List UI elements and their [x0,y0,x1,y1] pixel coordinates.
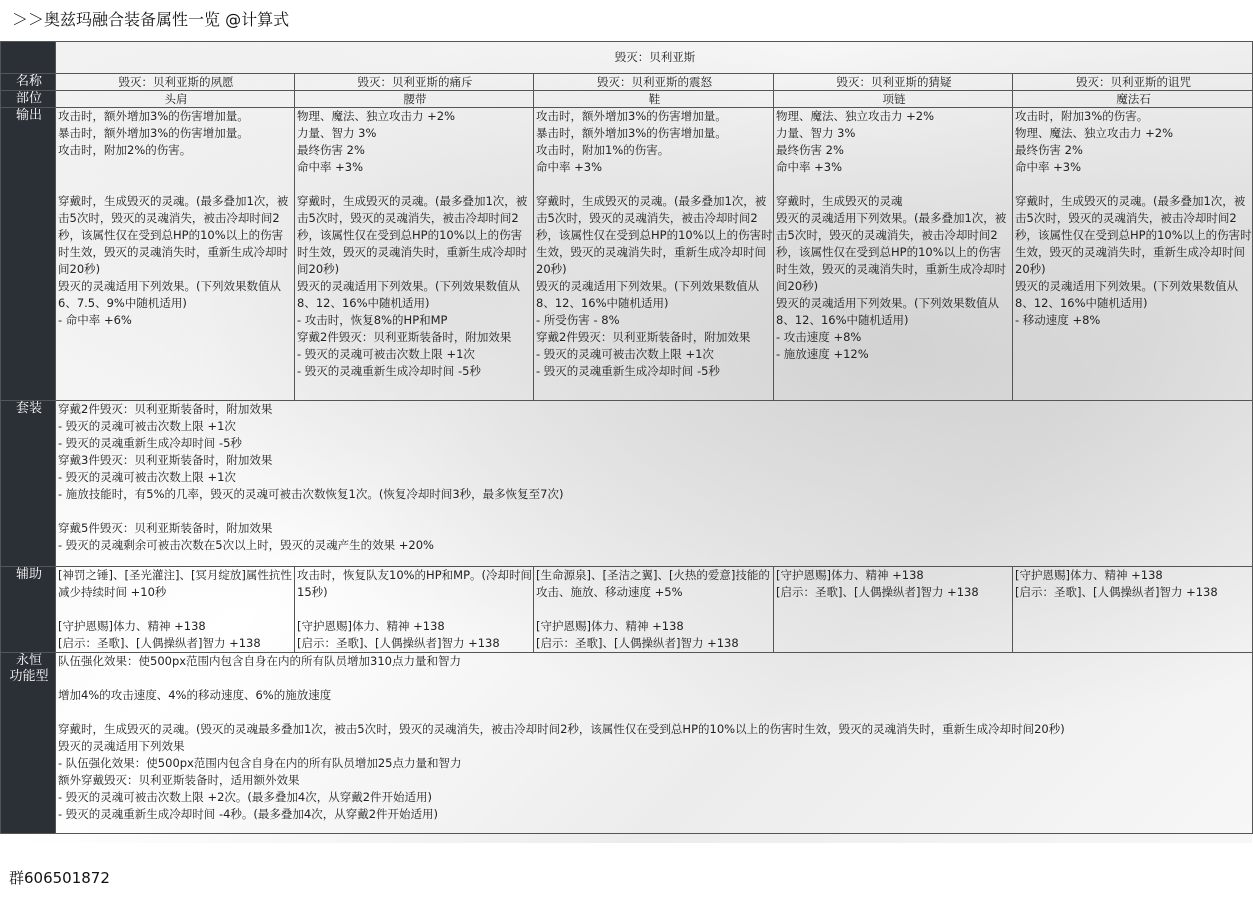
group-number-footer: 群606501872 [9,869,110,887]
support-cell-magic-stone: [守护恩赐]体力、精神 +138 [启示：圣歌]、[人偶操纵者]智力 +138 [1013,567,1253,653]
item-slot-shoes: 鞋 [534,91,774,108]
set-group-title: 毁灭：贝利亚斯 [56,42,1253,74]
row-header-name: 名称 [1,74,56,91]
output-cell-headshoulder: 攻击时，额外增加3%的伤害增加量。 暴击时，额外增加3%的伤害增加量。 攻击时，附加2%的伤害。 穿戴时，生成毁灭的灵魂。(最多叠加1次，被击5次时，毁灭的灵魂消失，被击冷却时间2秒，该属性仅在受到总HP的10%以上的伤害时生效，毁灭的灵魂消失时，重新生成冷却时间20秒) 毁灭的灵魂适用下列效果。(下列效果数值从6、7.5、9%中随机适用) - 命中率 +6% [56,108,295,401]
output-cell-belt: 物理、魔法、独立攻击力 +2% 力量、智力 3% 最终伤害 2% 命中率 +3% 穿戴时，生成毁灭的灵魂。(最多叠加1次，被击5次时，毁灭的灵魂消失，被击冷却时间2秒，该属性仅在受到总HP的10%以上的伤害时生效，毁灭的灵魂消失时，重新生成冷却时间20秒) 毁灭的灵魂适用下列效果。(下列效果数值从8、12、16%中随机适用) - 攻击时，恢复8%的HP和MP 穿戴2件毁灭：贝利亚斯装备时，附加效果 - 毁灭的灵魂可被击次数上限 +1次 - 毁灭的灵魂重新生成冷却时间 -5秒 [295,108,534,401]
row-header-output: 输出 [1,108,56,401]
item-slot-belt: 腰带 [295,91,534,108]
row-header-eternal: 永恒 功能型 [1,653,56,834]
row-header-set: 套装 [1,401,56,567]
eternal-effect-cell: 队伍强化效果：使500px范围内包含自身在内的所有队员增加310点力量和智力 增加4%的攻击速度、4%的移动速度、6%的施放速度 穿戴时，生成毁灭的灵魂。(毁灭的灵魂最多叠加1次，被击5次时，毁灭的灵魂消失，被击冷却时间2秒，该属性仅在受到总HP的10%以上的伤害时生效，毁灭的灵魂消失时，重新生成冷却时间20秒) 毁灭的灵魂适用下列效果 - 队伍强化效果：使500px范围内包含自身在内的所有队员增加25点力量和智力 额外穿戴毁灭：贝利亚斯装备时，适用额外效果 - 毁灭的灵魂可被击次数上限 +2次。(最多叠加4次，从穿戴2件开始适用) - 毁灭的灵魂重新生成冷却时间 -4秒。(最多叠加4次，从穿戴2件开始适用) [56,653,1253,834]
set-effect-cell: 穿戴2件毁灭：贝利亚斯装备时，附加效果 - 毁灭的灵魂可被击次数上限 +1次 - 毁灭的灵魂重新生成冷却时间 -5秒 穿戴3件毁灭：贝利亚斯装备时，附加效果 - 毁灭的灵魂可被击次数上限 +1次 - 施放技能时，有5%的几率，毁灭的灵魂可被击次数恢复1次。(恢复冷却时间3秒，最多恢复至7次) 穿戴5件毁灭：贝利亚斯装备时，附加效果 - 毁灭的灵魂剩余可被击次数在5次以上时，毁灭的灵魂产生的效果 +20% [56,401,1253,567]
page-title: ＞＞奥兹玛融合装备属性一览 @计算式 [12,10,290,29]
output-cell-shoes: 攻击时，额外增加3%的伤害增加量。 暴击时，额外增加3%的伤害增加量。 攻击时，附加1%的伤害。 命中率 +3% 穿戴时，生成毁灭的灵魂。(最多叠加1次，被击5次时，毁灭的灵魂消失，被击冷却时间2秒，该属性仅在受到总HP的10%以上的伤害时生效，毁灭的灵魂消失时，重新生成冷却时间20秒) 毁灭的灵魂适用下列效果。(下列效果数值从8、12、16%中随机适用) - 所受伤害 - 8% 穿戴2件毁灭：贝利亚斯装备时，附加效果 - 毁灭的灵魂可被击次数上限 +1次 - 毁灭的灵魂重新生成冷却时间 -5秒 [534,108,774,401]
item-name-magic-stone: 毁灭：贝利亚斯的诅咒 [1013,74,1253,91]
item-name-necklace: 毁灭：贝利亚斯的猜疑 [774,74,1013,91]
item-name-belt: 毁灭：贝利亚斯的痛斥 [295,74,534,91]
output-cell-necklace: 物理、魔法、独立攻击力 +2% 力量、智力 3% 最终伤害 2% 命中率 +3% 穿戴时，生成毁灭的灵魂 毁灭的灵魂适用下列效果。(最多叠加1次，被击5次时，毁灭的灵魂消失，被击冷却时间2秒，该属性仅在受到总HP的10%以上的伤害时生效，毁灭的灵魂消失时，重新生成冷却时间20秒) 毁灭的灵魂适用下列效果。(下列效果数值从8、12、16%中随机适用) - 攻击速度 +8% - 施放速度 +12% [774,108,1013,401]
equipment-table-panel [0,41,1252,843]
item-name-headshoulder: 毁灭：贝利亚斯的夙愿 [56,74,295,91]
equipment-table [0,41,1253,834]
support-cell-necklace: [守护恩赐]体力、精神 +138 [启示：圣歌]、[人偶操纵者]智力 +138 [774,567,1013,653]
item-slot-magic-stone: 魔法石 [1013,91,1253,108]
support-cell-shoes: [生命源泉]、[圣洁之翼]、[火热的爱意]技能的攻击、施放、移动速度 +5% [守护恩赐]体力、精神 +138 [启示：圣歌]、[人偶操纵者]智力 +138 [534,567,774,653]
item-slot-necklace: 项链 [774,91,1013,108]
output-cell-magic-stone: 攻击时，附加3%的伤害。 物理、魔法、独立攻击力 +2% 最终伤害 2% 命中率 +3% 穿戴时，生成毁灭的灵魂。(最多叠加1次，被击5次时，毁灭的灵魂消失，被击冷却时间2秒，该属性仅在受到总HP的10%以上的伤害时生效，毁灭的灵魂消失时，重新生成冷却时间20秒) 毁灭的灵魂适用下列效果。(下列效果数值从8、12、16%中随机适用) - 移动速度 +8% [1013,108,1253,401]
row-header-support: 辅助 [1,567,56,653]
corner-header-cell [1,42,56,74]
support-cell-belt: 攻击时，恢复队友10%的HP和MP。(冷却时间15秒) [守护恩赐]体力、精神 +138 [启示：圣歌]、[人偶操纵者]智力 +138 [295,567,534,653]
support-cell-headshoulder: [神罚之锤]、[圣光灌注]、[冥月绽放]属性抗性减少持续时间 +10秒 [守护恩赐]体力、精神 +138 [启示：圣歌]、[人偶操纵者]智力 +138 [56,567,295,653]
item-name-shoes: 毁灭：贝利亚斯的震怒 [534,74,774,91]
item-slot-headshoulder: 头肩 [56,91,295,108]
row-header-slot: 部位 [1,91,56,108]
